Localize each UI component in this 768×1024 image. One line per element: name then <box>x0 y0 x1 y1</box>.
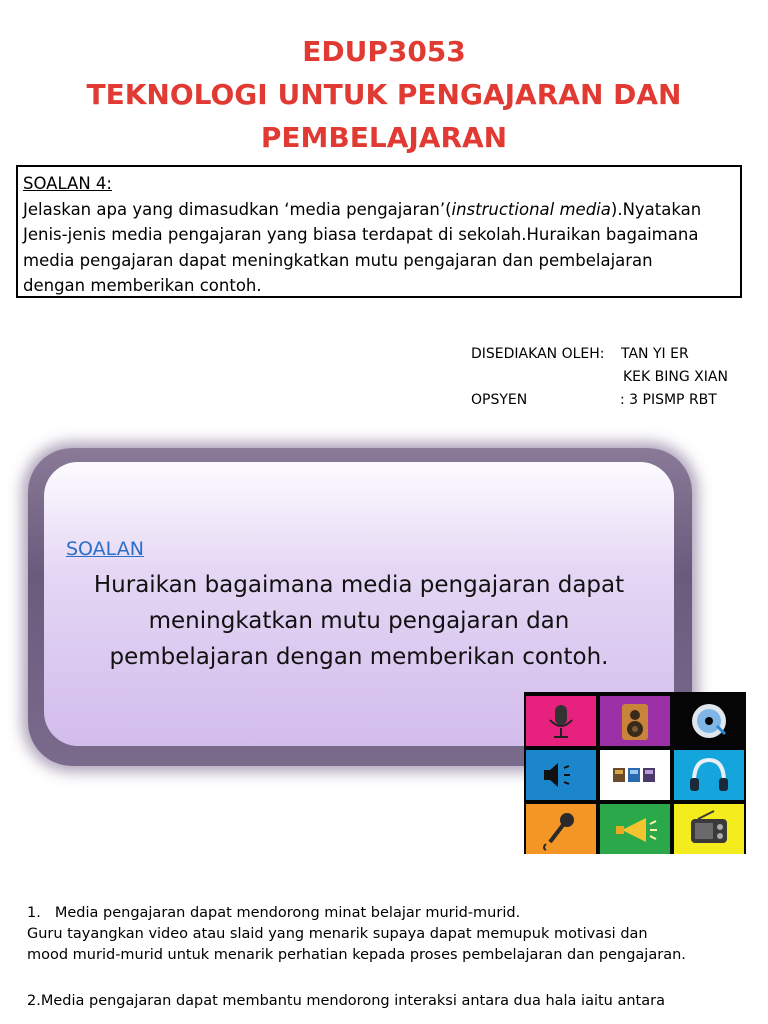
option-label: OPSYEN <box>471 392 528 408</box>
cd-icon <box>674 696 744 746</box>
document-title <box>0 30 768 159</box>
volume-icon <box>526 750 596 800</box>
question-line-1-italic: instructional media <box>451 199 611 219</box>
course-code: EDUP3053 <box>302 35 466 68</box>
panel-line-1: Huraikan bagaimana media pengajaran dapat <box>93 572 625 598</box>
media-files-icon <box>600 750 670 800</box>
media-icon-grid <box>524 692 746 854</box>
course-title-line-2: PEMBELAJARAN <box>260 121 508 154</box>
stage-microphone-icon <box>526 804 596 854</box>
speaker-icon <box>600 696 670 746</box>
headphones-icon <box>674 750 744 800</box>
megaphone-icon <box>600 804 670 854</box>
list-item-1-line-2: Guru tayangkan video atau slaid yang menarik supaya dapat memupuk motivasi dan <box>27 926 648 942</box>
author-name-1: TAN YI ER <box>621 346 689 362</box>
soalan-link[interactable]: SOALAN <box>66 538 144 560</box>
panel-question-text <box>60 567 658 675</box>
course-title-line-1: TEKNOLOGI UNTUK PENGAJARAN DAN <box>86 78 682 111</box>
list-item-1-number: 1. <box>27 905 41 921</box>
question-line-3: media pengajaran dapat meningkatkan mutu pengajaran dan pembelajaran <box>23 250 653 270</box>
microphone-icon <box>526 696 596 746</box>
question-heading: SOALAN 4: <box>23 174 112 193</box>
question-line-1-a: Jelaskan apa yang dimasudkan ‘media pengajaran’( <box>23 199 452 219</box>
answer-list <box>27 903 686 1012</box>
panel-line-2: meningkatkan mutu pengajaran dan <box>148 608 570 634</box>
question-line-1-b: ).Nyatakan <box>610 199 702 219</box>
option-value: : 3 PISMP RBT <box>620 392 717 408</box>
panel-line-3: pembelajaran dengan memberikan contoh. <box>109 644 609 670</box>
radio-icon <box>674 804 744 854</box>
list-item-1-line-3: mood murid-murid untuk menarik perhatian kepada proses pembelajaran dan pengajaran. <box>27 947 686 963</box>
question-line-2: Jenis-jenis media pengajaran yang biasa terdapat di sekolah.Huraikan bagaimana <box>23 225 699 244</box>
list-item-2: 2.Media pengajaran dapat membantu mendorong interaksi antara dua hala iaitu antara <box>27 993 665 1009</box>
prepared-by-label: DISEDIAKAN OLEH: <box>471 346 605 362</box>
list-item-1-title <box>27 903 686 924</box>
question-line-4: dengan memberikan contoh. <box>23 276 262 295</box>
author-name-2: KEK BING XIAN <box>623 369 728 385</box>
list-item-1-heading: Media pengajaran dapat mendorong minat belajar murid-murid. <box>54 905 521 921</box>
question-box <box>16 165 742 298</box>
question-line-1 <box>23 197 736 223</box>
